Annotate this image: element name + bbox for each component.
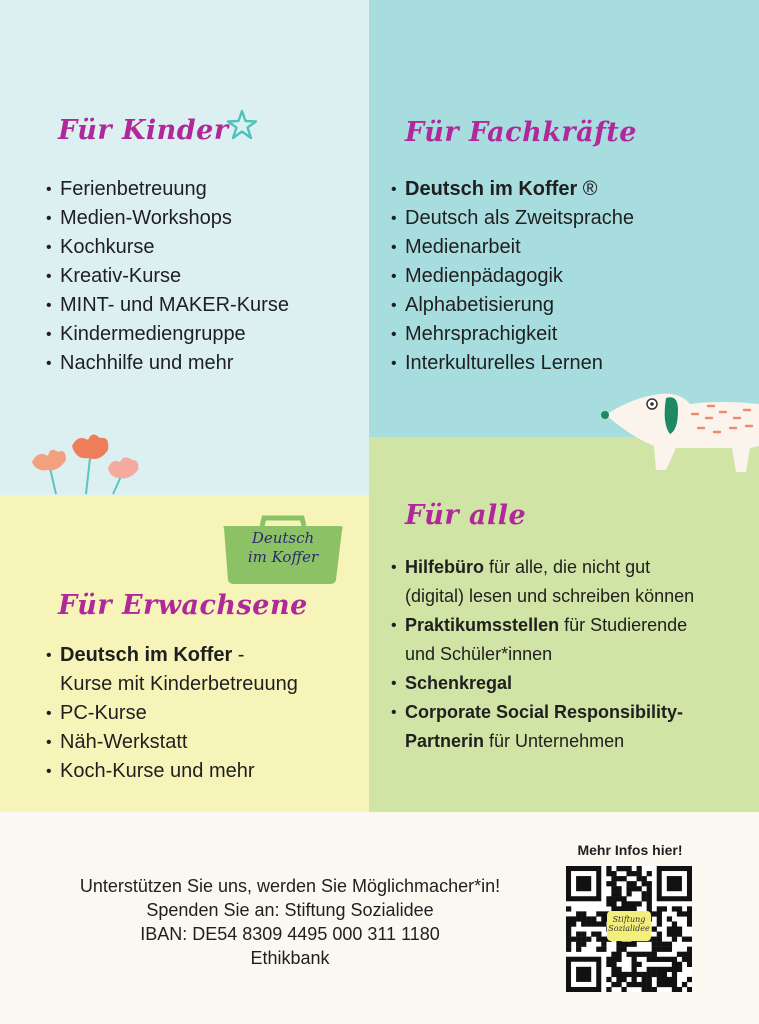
erwachsene-list: [46, 641, 298, 786]
item-text: für Studierende: [559, 615, 688, 635]
bold-label: Partnerin: [405, 731, 485, 751]
bold-label: Deutsch im Koffer: [60, 644, 233, 666]
continuation-line: (digital) lesen und schreiben können: [405, 586, 695, 606]
list-item: • Ferienbetreuung: [46, 175, 289, 204]
qr-center-line2: Sozialidee: [608, 924, 650, 933]
list-item: • Kochkurse: [46, 233, 289, 262]
list-item: • Koch-Kurse und mehr: [46, 757, 298, 786]
qr-finder-square: [667, 876, 682, 891]
item-text: für alle, die nicht gut: [484, 557, 651, 577]
list-item: [391, 611, 694, 669]
suitcase-label-line2: im Koffer: [247, 548, 319, 566]
bold-label: Deutsch im Koffer: [405, 178, 578, 200]
kinder-list: [46, 175, 289, 378]
bank-name: Ethikbank: [250, 948, 330, 968]
fachkraefte-list: [391, 175, 634, 378]
qr-finder-square: [576, 876, 591, 891]
continuation-line: und Schüler*innen: [405, 644, 553, 664]
erwachsene-heading: Für Erwachsene: [58, 590, 308, 621]
list-item: • Mehrsprachigkeit: [391, 320, 634, 349]
star-icon: [225, 108, 259, 142]
dog-illustration: [600, 384, 759, 476]
list-item: [391, 698, 694, 756]
flowers-illustration: [28, 428, 148, 496]
dash-suffix: -: [232, 644, 245, 666]
kinder-heading: Für Kinder: [58, 115, 229, 146]
qr-label: Mehr Infos hier!: [577, 842, 683, 858]
qr-finder-square: [576, 967, 591, 982]
list-item: [391, 669, 694, 698]
suitcase-label: [228, 529, 338, 567]
list-item: • Näh-Werkstatt: [46, 728, 298, 757]
list-item: • MINT- und MAKER-Kurse: [46, 291, 289, 320]
item-text: für Unternehmen: [484, 731, 625, 751]
bold-label: Hilfebüro: [405, 557, 484, 577]
list-item: • Medienarbeit: [391, 233, 634, 262]
donation-appeal: Unterstützen Sie uns, werden Sie Möglichmacher*in!: [79, 876, 501, 896]
list-item: • Kreativ-Kurse: [46, 262, 289, 291]
alle-heading: Für alle: [405, 500, 527, 531]
iban: IBAN: DE54 8309 4495 000 311 1180: [140, 924, 440, 944]
bold-label: Praktikumsstellen: [405, 615, 560, 635]
list-item: [391, 175, 634, 204]
bold-label: Corporate Social Responsibility-: [405, 702, 684, 722]
list-item: • Kindermediengruppe: [46, 320, 289, 349]
list-item: • Nachhilfe und mehr: [46, 349, 289, 378]
donation-info: [30, 874, 550, 970]
continuation-line: [405, 727, 694, 756]
list-item: • Medien-Workshops: [46, 204, 289, 233]
bold-label: Schenkregal: [405, 673, 513, 693]
qr-center-logo: [607, 911, 651, 941]
list-item: [391, 553, 694, 611]
alle-list: [391, 553, 694, 756]
fachkraefte-heading: Für Fachkräfte: [405, 117, 637, 148]
qr-center-line1: Stiftung: [612, 915, 646, 924]
trademark-suffix: ®: [577, 178, 598, 200]
list-item: • Deutsch als Zweitsprache: [391, 204, 634, 233]
list-item: • Interkulturelles Lernen: [391, 349, 634, 378]
donation-recipient: Spenden Sie an: Stiftung Sozialidee: [146, 900, 434, 920]
qr-code[interactable]: [566, 866, 692, 992]
list-item: • Alphabetisierung: [391, 291, 634, 320]
list-item: [46, 641, 298, 699]
suitcase-label-line1: Deutsch: [251, 529, 315, 547]
list-item: • Medienpädagogik: [391, 262, 634, 291]
continuation-line: Kurse mit Kinderbetreuung: [60, 673, 298, 695]
list-item: • PC-Kurse: [46, 699, 298, 728]
